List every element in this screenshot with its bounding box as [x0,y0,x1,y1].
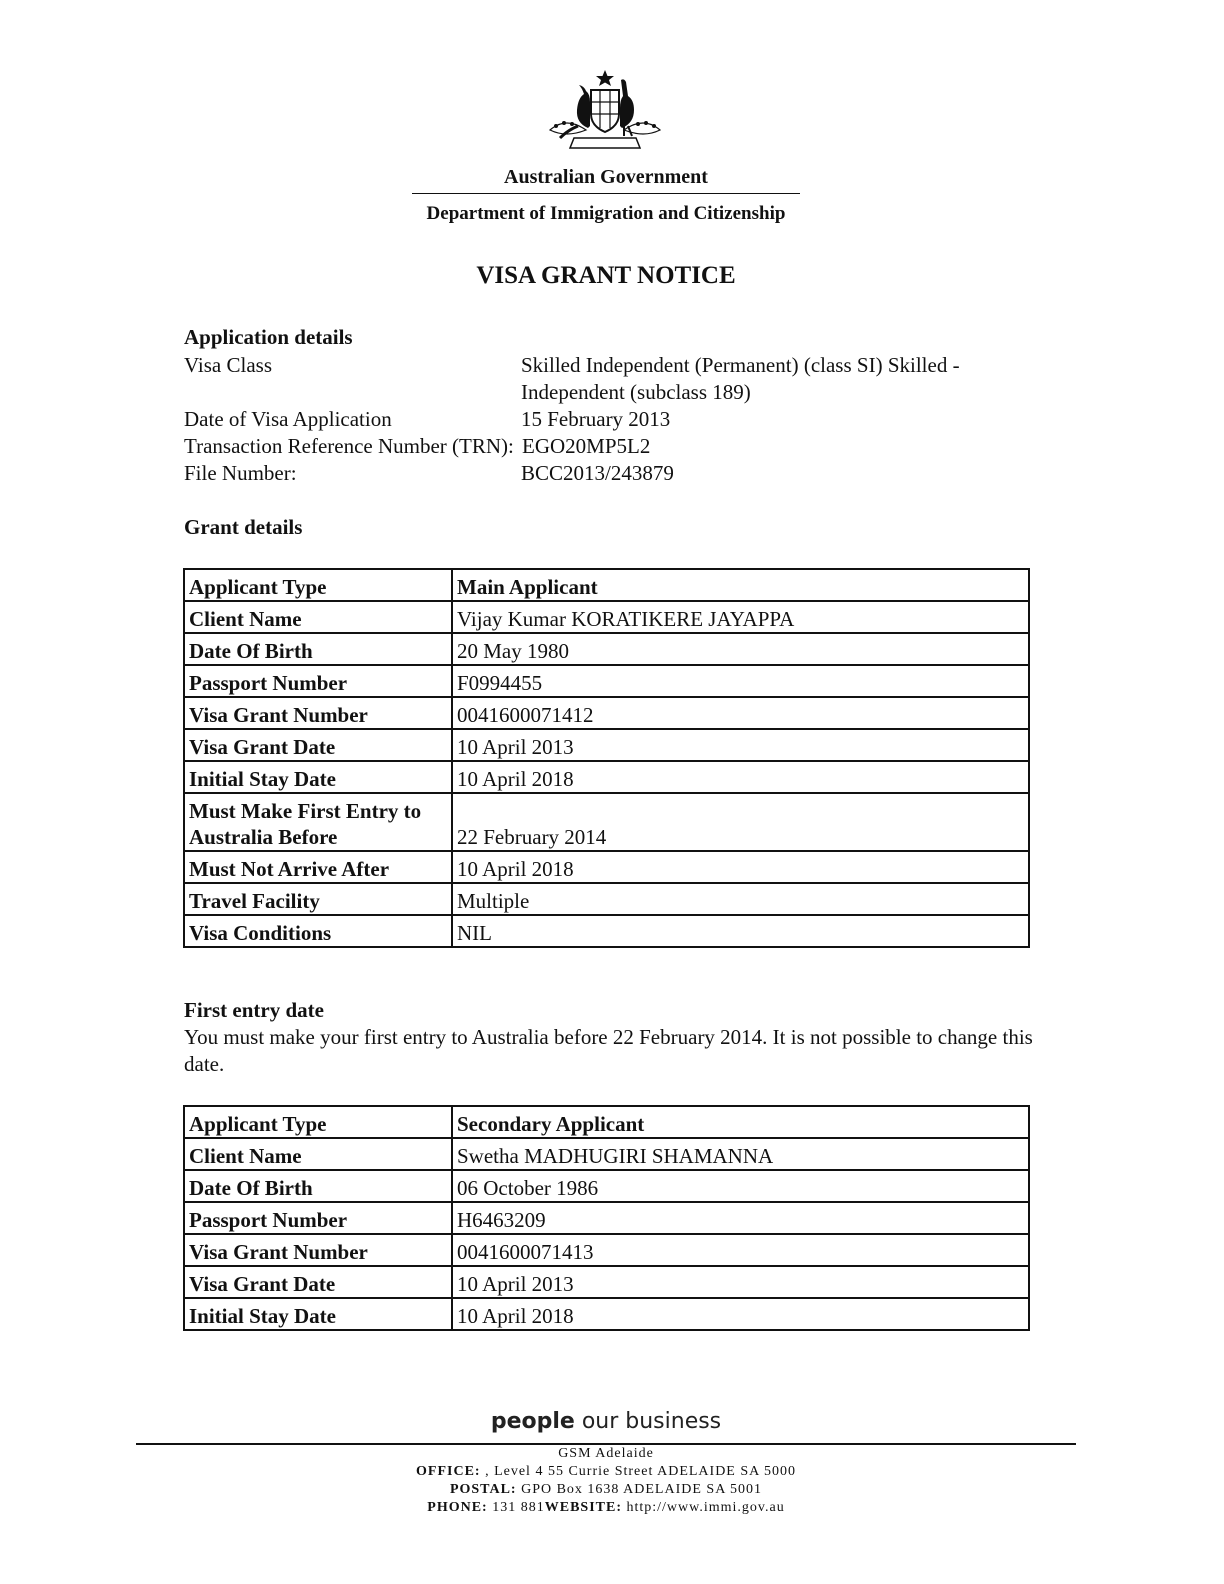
row-value: 0041600071412 [452,697,1029,729]
table-row [184,569,1029,601]
row-label: Visa Grant Number [184,697,452,729]
website-link[interactable]: http://www.immi.gov.au [621,1500,785,1515]
coat-of-arms-emblem [546,68,664,158]
row-value: F0994455 [452,665,1029,697]
row-label: Visa Conditions [184,915,452,947]
row-value: NIL [452,915,1029,947]
secondary-applicant-table [183,1105,1030,1331]
office-label: OFFICE: [416,1464,481,1479]
table-row [184,729,1029,761]
visa-class-value-line2: Independent (subclass 189) [521,380,751,404]
table-row [184,1202,1029,1234]
row-value: 0041600071413 [452,1234,1029,1266]
table-row [184,1266,1029,1298]
row-value: Main Applicant [452,569,1029,601]
visa-class-value: Skilled Independent (Permanent) (class SI) Skilled - [521,353,960,377]
footer-motto [0,1409,1212,1434]
application-details-heading: Application details [184,325,353,349]
row-label: Client Name [184,601,452,633]
table-row [184,915,1029,947]
website-label: WEBSITE: [544,1500,622,1515]
table-row [184,761,1029,793]
office-name: GSM Adelaide [558,1446,654,1461]
table-row [184,1234,1029,1266]
row-value: 22 February 2014 [452,793,1029,851]
table-row [184,1298,1029,1330]
row-label: Applicant Type [184,1106,452,1138]
row-label: Travel Facility [184,883,452,915]
row-label: Must Make First Entry to Australia Before [184,793,452,851]
postal-value: GPO Box 1638 ADELAIDE SA 5001 [516,1482,763,1497]
postal-address [0,1481,1212,1499]
row-value: 20 May 1980 [452,633,1029,665]
row-label: Date Of Birth [184,633,452,665]
main-applicant-table [183,568,1030,948]
table-row [184,1170,1029,1202]
row-label: Applicant Type [184,569,452,601]
department-name: Department of Immigration and Citizenship [426,203,786,224]
row-label: Date Of Birth [184,1170,452,1202]
table-row [184,665,1029,697]
motto-bold: people [490,1409,575,1434]
office-value: , Level 4 55 Currie Street ADELAIDE SA 5000 [480,1464,796,1479]
trn-value: EGO20MP5L2 [522,434,651,458]
table-row [184,1106,1029,1138]
row-value: 06 October 1986 [452,1170,1029,1202]
table-row [184,633,1029,665]
row-label: Passport Number [184,1202,452,1234]
row-label: Initial Stay Date [184,761,452,793]
phone-label: PHONE: [427,1500,488,1515]
page-title: VISA GRANT NOTICE [476,262,736,289]
row-value: 10 April 2013 [452,1266,1029,1298]
row-value: Vijay Kumar KORATIKERE JAYAPPA [452,601,1029,633]
row-value: 10 April 2018 [452,1298,1029,1330]
table-row [184,1138,1029,1170]
row-label: Initial Stay Date [184,1298,452,1330]
first-entry-text: You must make your first entry to Australia before 22 February 2014. It is not possible to change this date. [184,1025,1033,1076]
row-label: Passport Number [184,665,452,697]
row-label: Visa Grant Date [184,1266,452,1298]
row-value: 10 April 2013 [452,729,1029,761]
grant-details-heading: Grant details [184,515,303,539]
motto-rest: our business [574,1409,722,1434]
table-row [184,697,1029,729]
file-number-value: BCC2013/243879 [521,461,674,485]
table-row [184,883,1029,915]
government-name: Australian Government [504,166,708,188]
phone-value: 131 881 [487,1500,545,1515]
row-value: H6463209 [452,1202,1029,1234]
visa-application-date-value: 15 February 2013 [521,407,671,431]
table-row [184,851,1029,883]
row-value: 10 April 2018 [452,851,1029,883]
file-number-label: File Number: [184,461,297,485]
row-value: Swetha MADHUGIRI SHAMANNA [452,1138,1029,1170]
row-value: Secondary Applicant [452,1106,1029,1138]
table-row [184,601,1029,633]
table-row [184,793,1029,851]
row-value: 10 April 2018 [452,761,1029,793]
row-value: Multiple [452,883,1029,915]
first-entry-heading: First entry date [184,998,324,1022]
visa-application-date-label: Date of Visa Application [184,407,392,431]
trn-label: Transaction Reference Number (TRN): [184,434,514,458]
postal-label: POSTAL: [449,1482,517,1497]
row-label: Client Name [184,1138,452,1170]
office-address [0,1463,1212,1481]
row-label: Visa Grant Number [184,1234,452,1266]
header-divider [412,193,800,194]
row-label: Visa Grant Date [184,729,452,761]
contact-line [0,1499,1212,1517]
row-label: Must Not Arrive After [184,851,452,883]
visa-class-label: Visa Class [184,353,272,377]
